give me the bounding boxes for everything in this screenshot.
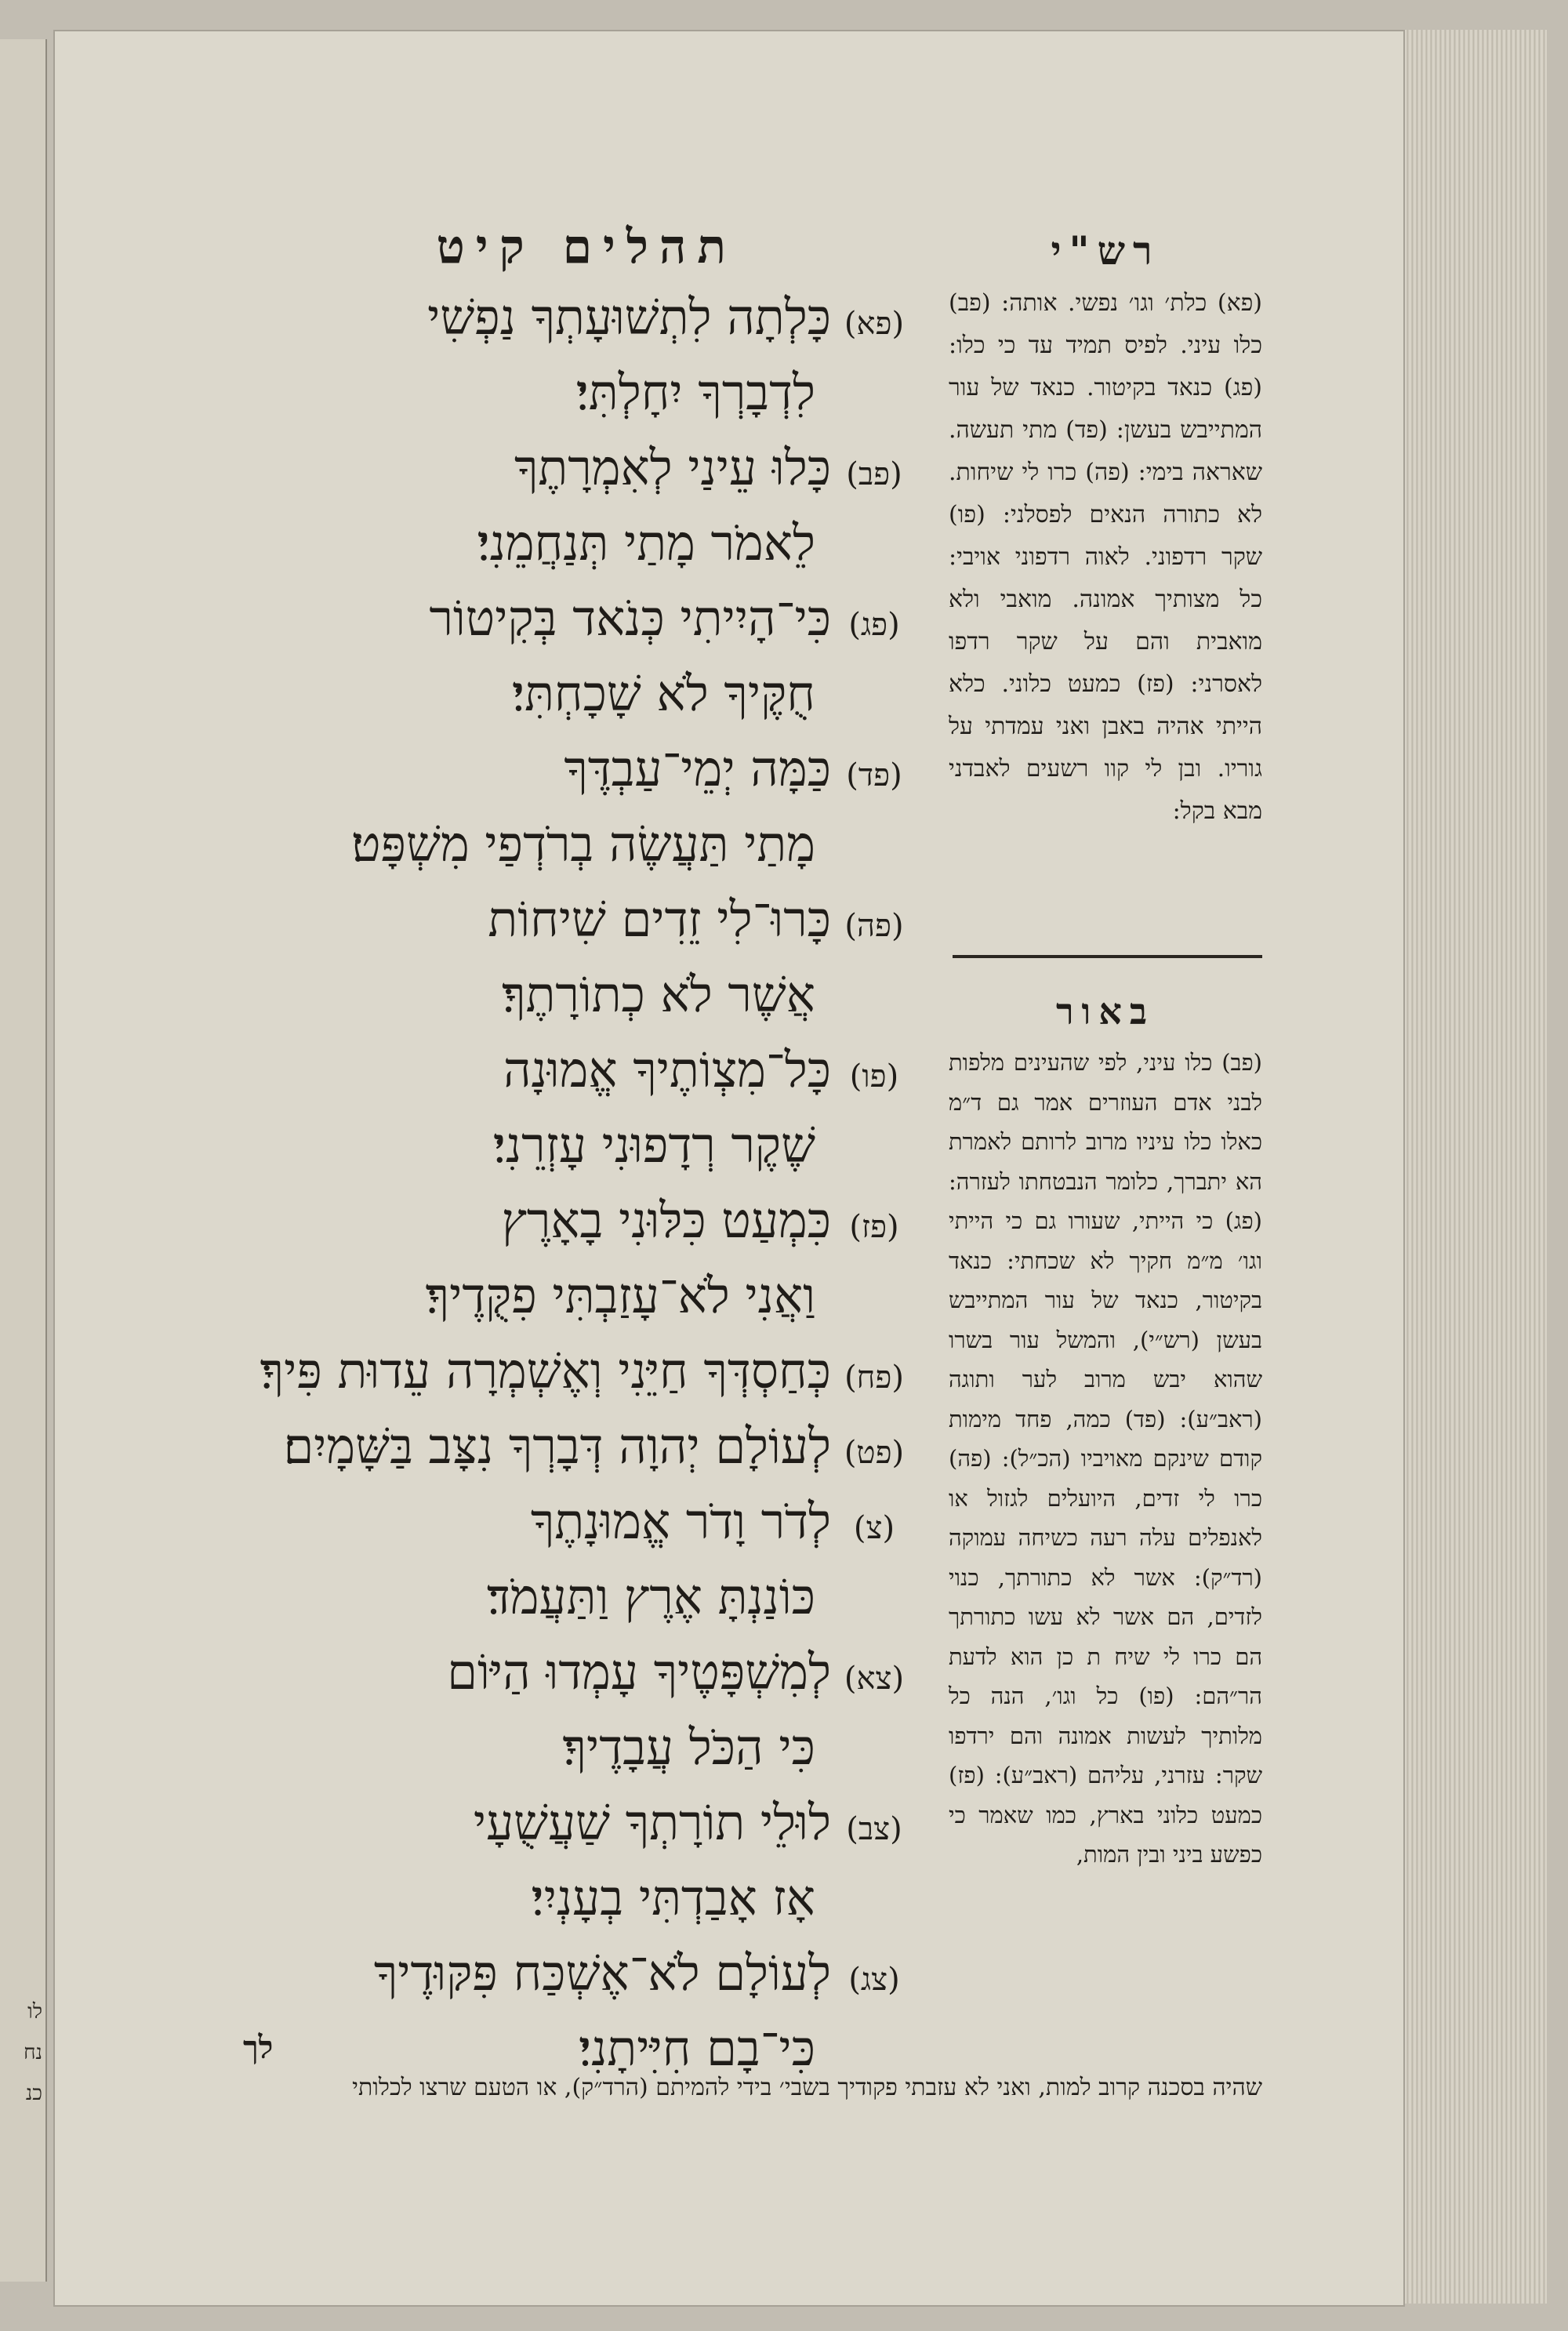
verse-line <box>212 575 917 662</box>
verse-number: (פא) <box>844 306 905 342</box>
verse-number: (פז) <box>849 1209 899 1245</box>
verse-line <box>212 1855 917 1941</box>
verse-line <box>212 1178 917 1264</box>
verse-line <box>212 1930 917 2017</box>
verse-text: לְעוֹלָם יְהוָה דְּבָרְךָ נִצָּב בַּשָּׁמָיִם׃ <box>283 1418 831 1475</box>
fragment: כנ <box>25 2082 42 2105</box>
beur-title: באור <box>1055 990 1156 1033</box>
footnote-continuation: שהיה בסכנה קרוב למות, ואני לא עזבתי פקודיך בשבי׳ בידי להמיתם (הרד״ק), או הטעם שרצו לכלותי <box>352 2074 1262 2101</box>
verse-line <box>212 1780 917 1866</box>
verse-line <box>212 1102 917 1189</box>
book-page <box>55 31 1403 2305</box>
verse-number: (פט) <box>844 1435 905 1471</box>
verse-text: לִדְבָרְךָ יִחָלְתִּי׃ <box>575 364 815 421</box>
verse-text: כִּמְעַט כִּלּוּנִי בָאָרֶץ <box>501 1192 831 1249</box>
verse-text: שֶׁקֶר רְדָפוּנִי עָזְרֵנִי׃ <box>492 1116 815 1174</box>
verse-text: כּוֹנַנְתָּ אֶרֶץ וַתַּעֲמֹד׃ <box>486 1568 815 1625</box>
verse-number: (צג) <box>848 1962 900 1998</box>
verse-line <box>212 1253 917 1339</box>
page-header-title: תהלים קיט <box>436 220 737 274</box>
verse-text: לוּלֵי תוֹרָתְךָ שַׁעֲשֻׁעָי <box>473 1794 831 1851</box>
verse-text: לֵאמֹר מָתַי תְּנַחֲמֵנִי׃ <box>477 514 815 572</box>
verse-text: אָז אָבַדְתִּי בְעָנְיִי׃ <box>531 1869 815 1926</box>
verse-line <box>212 1705 917 1791</box>
catchword: לך <box>243 2029 274 2066</box>
verse-text: כָּל־מִצְוֹתֶיךָ אֱמוּנָה <box>503 1041 831 1098</box>
verse-text: לְמִשְׁפָּטֶיךָ עָמְדוּ הַיּוֹם <box>447 1643 831 1701</box>
beur-commentary: (פב) כלו עיני, לפי שהעינים מלפות לבני אדם העוזרים אמר גם ד״מ כאלו כלו עיניו מרוב לרותם לאמרת הא יתברך, כלומר הנבטחתו לעזרה: (פג) כי הייתי, שעורו גם כי הייתי וגו׳ מ״מ חקיך לא שכחתי: כנאד בקיטור, כנאד של עור המתייבש בעשן (רש״י), והמשל עור בשרו שהוא יבש מרוב לער ותוגה (ראב״ע): (פד) כמה, פחד מימות קודם שינקם מאויביו (הכ״ל): (פה) כרו לי זדים, היועלים לגזול או לאנפלים עלה רעה כשיחה עמוקה (רד״ק): אשר לא כתורתך, כנוי לזדים, הם אשר לא עשו כתורתך הם כרו לי שיח ת כן הוא לדעת הר״הם: (פו) כל וגו׳, הנה כל מלותיך לעשות אמונה והם ירדפו שקר: עזרני, עליהם (ראב״ע): (פז) כמעט כלוני בארץ, כמו שאמר כי כפשע ביני ובין המות, <box>949 1049 1262 1868</box>
verse-text: מָתַי תַּעֲשֶׂה בְרֹדְפַי מִשְׁפָּט׃ <box>351 815 815 873</box>
verse-text: כָּלְתָה לִתְשׁוּעָתְךָ נַפְשִׁי <box>427 289 831 346</box>
fragment: לו <box>27 2000 42 2024</box>
verse-line <box>212 1629 917 1716</box>
verse-number: (צב) <box>846 1811 902 1847</box>
verse-text: כַּמָּה יְמֵי־עַבְדֶּךָ <box>564 740 831 797</box>
verse-line <box>212 877 917 963</box>
verse-line <box>212 651 917 737</box>
beur-column <box>949 980 1262 1875</box>
verse-number: (פד) <box>846 757 902 793</box>
page-stack-edge <box>1388 30 1547 2304</box>
verse-text: לְדֹר וָדֹר אֱמוּנָתֶךָ <box>530 1493 831 1550</box>
verse-number: (צא) <box>844 1661 905 1697</box>
verse-text: אֲשֶׁר לֹא כְתוֹרָתֶךָ׃ <box>502 966 815 1023</box>
verse-text: לְעוֹלָם לֹא־אֶשְׁכַּח פִּקּוּדֶיךָ <box>373 1944 831 2002</box>
verse-text: חֻקֶּיךָ לֹא שָׁכָחְתִּי׃ <box>511 665 815 722</box>
verse-line <box>212 801 917 888</box>
verse-number: (פח) <box>844 1360 904 1396</box>
verse-text: כָּרוּ־לִי זֵדִים שִׁיחוֹת <box>488 891 831 948</box>
previous-page-fragments <box>3 1992 42 2114</box>
fragment: נח <box>24 2041 42 2064</box>
verse-number: (פג) <box>848 607 900 643</box>
verse-text: וַאֲנִי לֹא־עָזַבְתִּי פִקֻּדֶיךָ׃ <box>425 1267 815 1324</box>
verse-line <box>212 1479 917 1565</box>
verse-line <box>212 350 917 436</box>
verse-line <box>212 726 917 812</box>
verse-line <box>212 425 917 511</box>
rashi-column <box>949 220 1262 833</box>
verse-number: (פו) <box>849 1058 899 1095</box>
verse-text: כִּי הַכֹּל עֲבָדֶיךָ׃ <box>562 1719 815 1776</box>
rashi-commentary: (פא) כלת׳ וגו׳ נפשי. אותה: (פב) כלו עיני. לפיס תמיד עד כי כלו: (פג) כנאד בקיטור. כנאד של עור המתייבש בעשן: (פד) מתי תעשה. שאראה בימי: (פה) כרו לי שיחות. לא כתורה הנאים לפסלני: (פו) שקר רדפוני. לאוה רדפוני אויבי: כל מצותיך אמונה. מואבי ולא מואבית והם על שקר רדפו לאסרני: (פז) כמעט כלוני. כלא הייתי אהיה באבן ואני עמדתי על גוריו. ובן לי קוו רשעים לאבדני מבא בקל: <box>949 289 1262 825</box>
verse-number: (צ) <box>853 1510 895 1546</box>
verse-text: כִּי־בָם חִיִּיתָנִי׃ <box>578 2020 815 2077</box>
verse-line <box>212 1027 917 1113</box>
verse-number: (פב) <box>846 456 902 492</box>
psalm-column <box>212 220 917 2101</box>
verse-line <box>212 1554 917 1640</box>
column-divider <box>953 955 1262 958</box>
verse-text: כִּי־הָיִיתִי כְּנֹאד בְּקִיטוֹר <box>429 590 831 647</box>
verse-line <box>212 952 917 1038</box>
previous-page-edge <box>0 39 47 2282</box>
verse-text: כָּלוּ עֵינַי לְאִמְרָתֶךָ <box>514 439 831 496</box>
verse-line <box>212 500 917 586</box>
verse-line <box>212 1403 917 1490</box>
verse-text: כְּחַסְדְּךָ חַיֵּנִי וְאֶשְׁמְרָה עֵדוּת פִּיךָ׃ <box>260 1342 831 1400</box>
verse-number: (פה) <box>844 908 904 944</box>
rashi-title: רש"י <box>1051 227 1160 274</box>
verse-line <box>212 274 917 361</box>
verse-line <box>212 1328 917 1414</box>
